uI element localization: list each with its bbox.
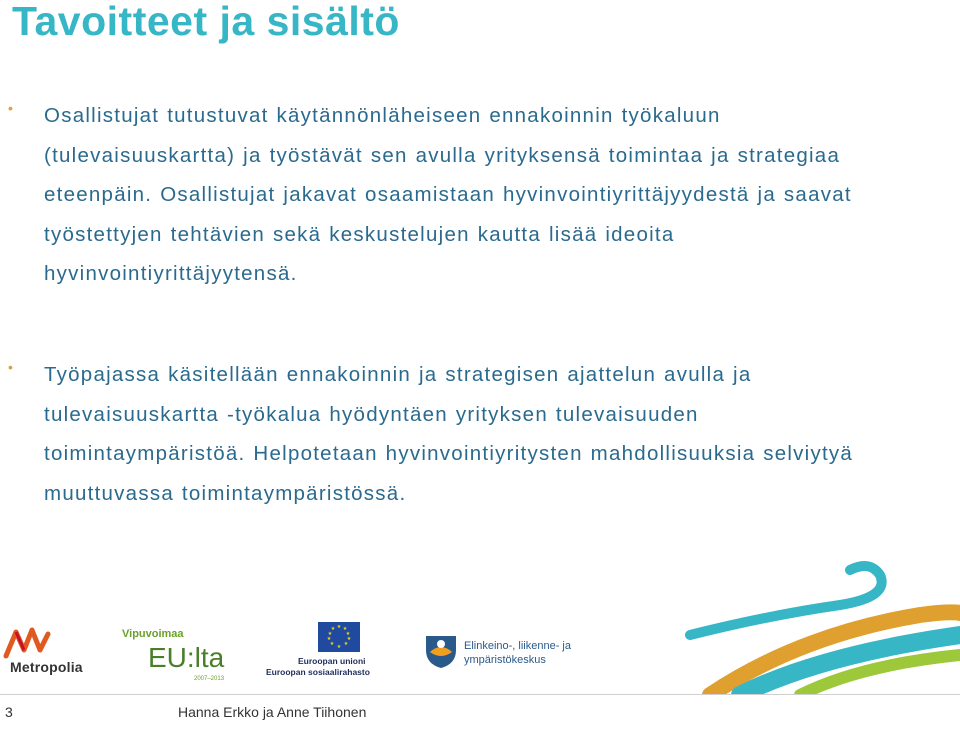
svg-text:★: ★ xyxy=(336,644,342,650)
bullet-item xyxy=(0,355,880,513)
bullet-dot: • xyxy=(8,100,13,116)
slide-title: Tavoitteet ja sisältö xyxy=(12,0,400,44)
vipuvoimaa-text: Vipuvoimaa xyxy=(122,628,184,640)
svg-text:★: ★ xyxy=(345,631,351,637)
svg-text:★: ★ xyxy=(346,636,352,642)
metropolia-mark-icon xyxy=(2,624,62,660)
ely-logo xyxy=(424,630,604,680)
svg-text:★: ★ xyxy=(343,641,349,647)
metropolia-name: Metropolia xyxy=(10,659,83,675)
partner-logos xyxy=(0,618,620,688)
eu-line1: Euroopan unioni xyxy=(298,656,366,666)
footer-author: Hanna Erkko ja Anne Tiihonen xyxy=(178,704,367,720)
bullet-text: Osallistujat tutustuvat käytännönläheiseen ennakoinnin työkaluun (tulevaisuuskartta) ja työstävät sen avulla yrityksensä toimintaa ja strategiaa eteenpäin. Osallistujat jakavat osaamistaan hyvinvointiyrittäjyydestä ja saavat työstettyjen tehtävien sekä keskustelujen kautta lisää ideoita hyvinvointiyrittäjyytensä. xyxy=(44,104,852,285)
bullet-dot: • xyxy=(8,359,13,375)
svg-text:★: ★ xyxy=(336,624,342,630)
eu-lta-text: EU:lta xyxy=(148,642,225,673)
decorative-swoosh xyxy=(680,555,960,695)
eu-line2: Euroopan sosiaalirahasto xyxy=(266,667,370,677)
eu-years-text: 2007–2013 xyxy=(194,676,225,682)
ely-emblem-icon xyxy=(424,630,458,670)
bullet-text: Työpajassa käsitellään ennakoinnin ja strategisen ajattelun avulla ja tulevaisuuskartta -työkalua hyödyntäen yrityksen tulevaisuuden toimintaympäristöä. Helpotetaan hyvinvointiyritysten mahdollisuuksia selviytyä muuttuvassa toimintaympäristössä. xyxy=(44,363,854,505)
svg-text:★: ★ xyxy=(330,626,336,632)
svg-text:★: ★ xyxy=(329,641,335,647)
svg-text:★: ★ xyxy=(342,626,348,632)
eu-flag-icon xyxy=(318,622,360,652)
slide-number: 3 xyxy=(5,704,13,720)
svg-text:★: ★ xyxy=(326,636,332,642)
bullet-item xyxy=(0,96,880,294)
ely-line2: ympäristökeskus xyxy=(464,654,546,666)
svg-text:★: ★ xyxy=(327,631,333,637)
vipuvoimaa-logo xyxy=(122,628,232,684)
eu-flag-logo xyxy=(264,622,368,684)
ely-line1: Elinkeino-, liikenne- ja xyxy=(464,640,571,652)
footer-divider xyxy=(0,694,960,695)
metropolia-logo xyxy=(2,624,92,680)
